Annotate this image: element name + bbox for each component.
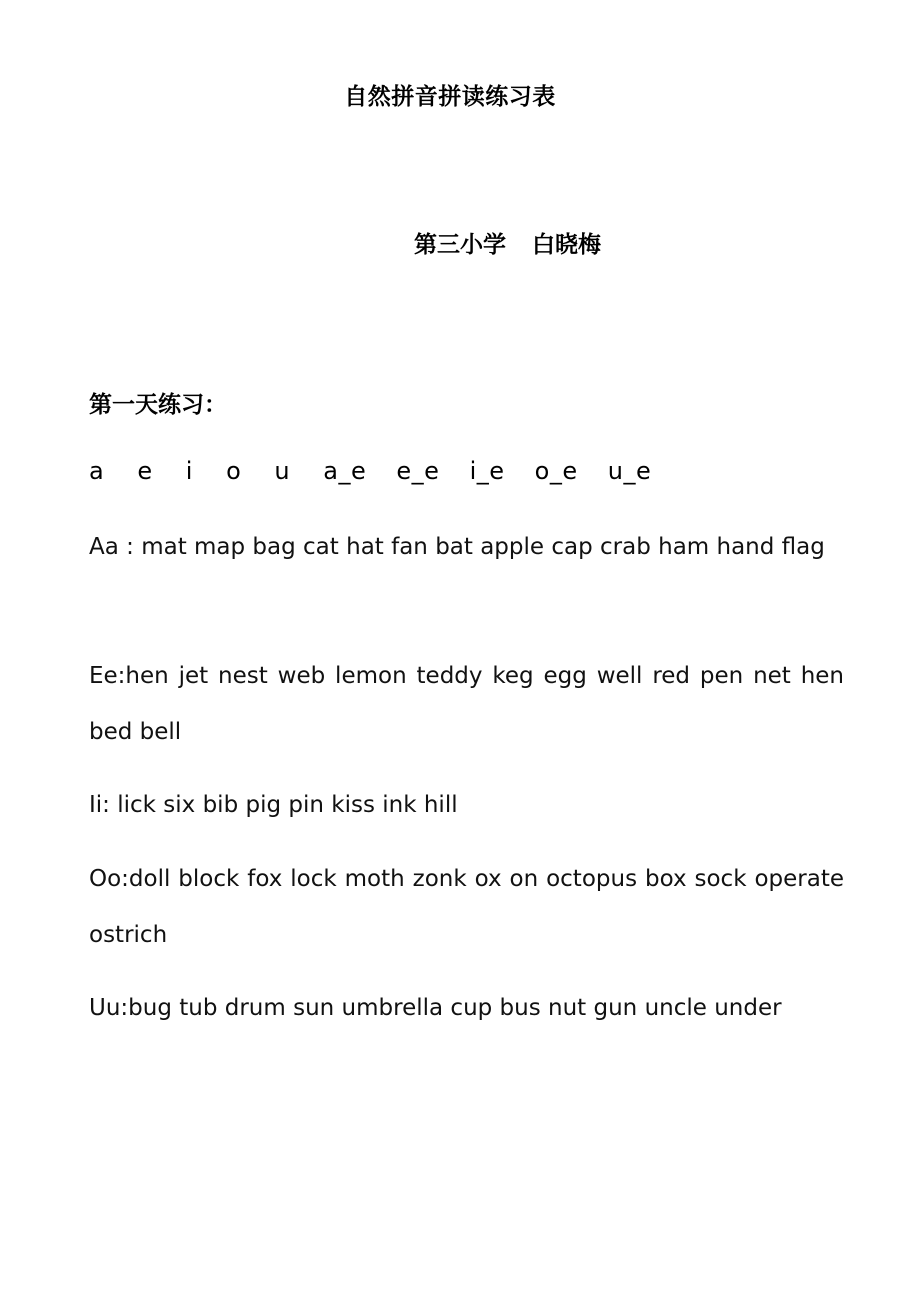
paragraph-oo: Oo:doll block fox lock moth zonk ox on octopus box sock operate ostrich: [89, 866, 844, 948]
paragraph-ii: Ii: lick six bib pig pin kiss ink hill: [89, 792, 458, 818]
vowel-row: [89, 457, 673, 485]
school-name: 第三小学: [414, 232, 506, 258]
paragraph-ee: Ee:hen jet nest web lemon teddy keg egg well red pen net hen bed bell: [89, 663, 844, 745]
vowel-item: i_e: [469, 457, 505, 485]
paragraph-uu: Uu:bug tub drum sun umbrella cup bus nut gun uncle under: [89, 995, 782, 1021]
vowel-item: a: [89, 457, 105, 485]
vowel-item: i: [185, 457, 193, 485]
author-line: [414, 226, 601, 259]
author-name: 白晓梅: [532, 232, 601, 258]
vowel-item: e_e: [396, 457, 440, 485]
vowel-item: e: [137, 457, 153, 485]
vowel-item: u: [274, 457, 291, 485]
vowel-item: o_e: [534, 457, 578, 485]
page-title: 自然拼音拼读练习表: [344, 84, 556, 110]
vowel-item: u_e: [607, 457, 652, 485]
vowel-item: o: [226, 457, 242, 485]
vowel-item: a_e: [323, 457, 367, 485]
day-heading: 第一天练习：: [89, 392, 227, 418]
paragraph-aa: Aa : mat map bag cat hat fan bat apple cap crab ham hand flag: [89, 534, 825, 560]
